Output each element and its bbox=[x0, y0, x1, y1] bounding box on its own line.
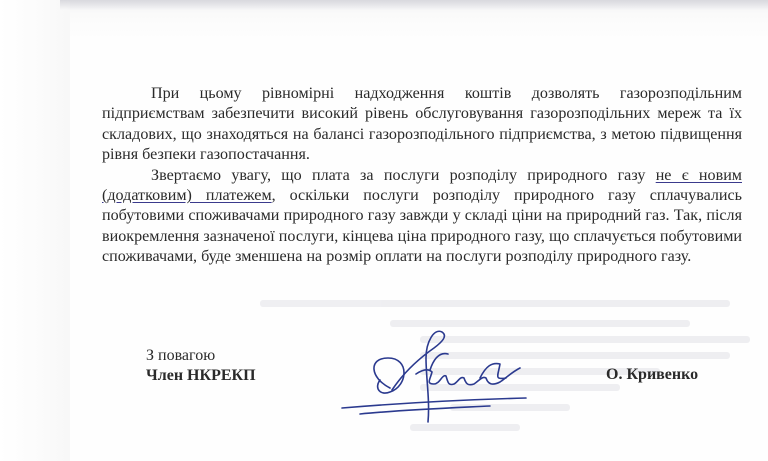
closing-block bbox=[146, 346, 256, 386]
scan-top-shadow bbox=[60, 0, 768, 10]
paragraph-2-underlined: не є новим (додатковим) платежем bbox=[102, 166, 742, 205]
closing-greeting: З повагою bbox=[146, 347, 216, 364]
paragraph-2 bbox=[102, 166, 742, 268]
paragraph-2-before: Звертаємо увагу, що плата за послуги розподілу природного газу bbox=[151, 166, 656, 184]
paragraph-1: При цьому рівномірні надходження коштів дозволять газорозподільним підприємствам забезпечити високий рівень обслуговування газорозподільних мереж та їх складових, що знаходяться на балансі газорозподільного підприємства, з метою підвищення рівня безпеки газопостачання. bbox=[102, 85, 742, 164]
handwritten-signature bbox=[330, 318, 550, 433]
signer-position: Член НКРЕКП bbox=[146, 367, 256, 384]
page-left-margin bbox=[0, 0, 70, 461]
signer-name: О. Кривенко bbox=[606, 366, 699, 383]
letter-body bbox=[102, 84, 742, 268]
paragraph-2-after: , оскільки послуги розподілу природного газу сплачувались побутовими споживачами природного газу завжди у складі ціни на природний газ. Так, після виокремлення зазначеної послуги, кінцева ціна природного газу, що сплачується побутовими споживачами, буде зменшена на розмір оплати на послуги розподілу природного газу. bbox=[102, 187, 742, 266]
